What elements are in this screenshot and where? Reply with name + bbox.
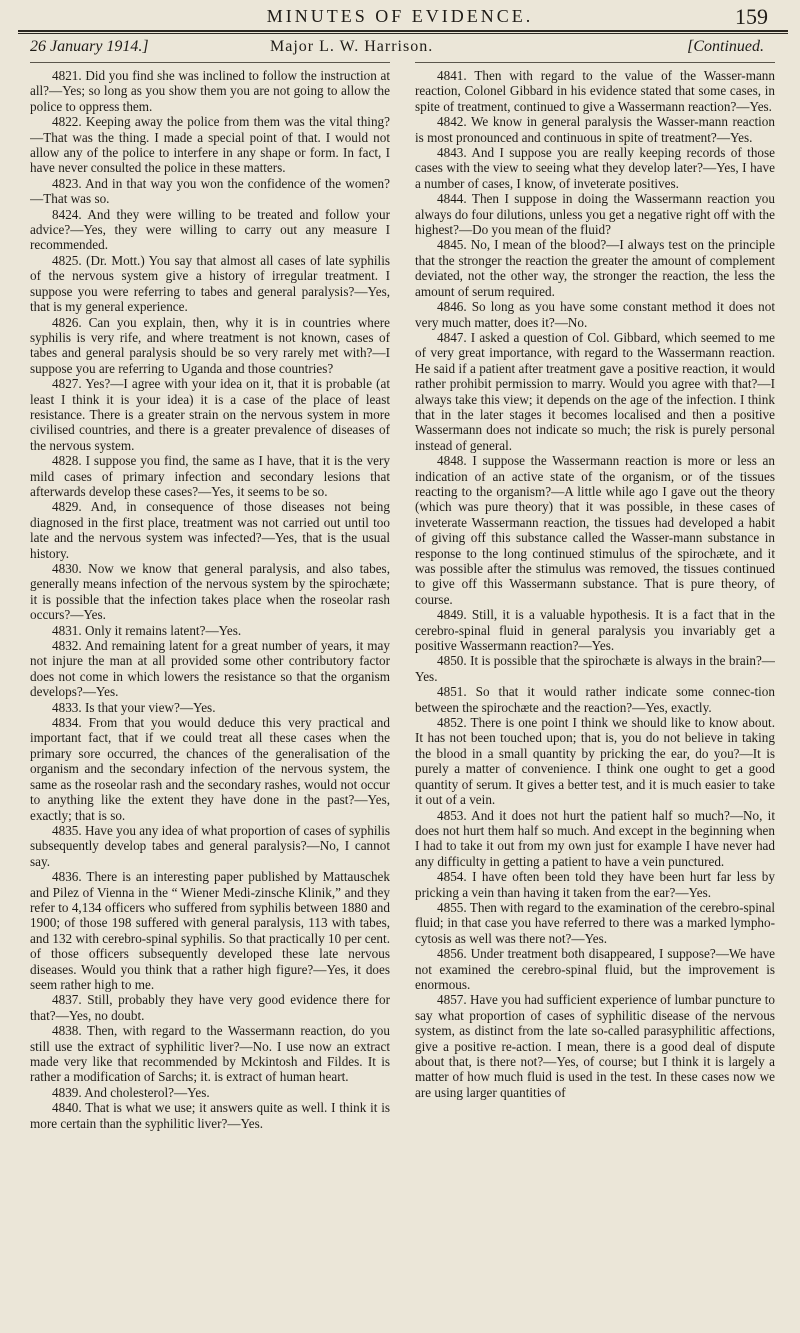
question-paragraph: 4841. Then with regard to the value of the Wasser-mann reaction, Colonel Gibbard in his evidence stated that some cases, in spite of treatment, continued to give a Wassermann reaction?—Yes. — [415, 68, 775, 114]
left-column — [30, 68, 390, 1326]
question-paragraph: 4836. There is an interesting paper published by Mattauschek and Pilez of Vienna in the “ Wiener Medi-zinsche Klinik,” and they refer to 4,134 officers who suffered from syphilis between 1880 and 1900; of those 198 suffered with general paralysis, 113 with tabes, and 132 with cerebro-spinal syphilis. So that practically 10 per cent. of those officers subsequently developed these late nervous diseases. Would you think that a rather high figure?—Yes, it does seem rather high to me. — [30, 869, 390, 992]
question-paragraph: 4845. No, I mean of the blood?—I always test on the principle that the stronger the reaction the greater the amount of complement deviated, not the other way, the stronger the reaction, the less the amount of serum required. — [415, 237, 775, 299]
question-paragraph: 4855. Then with regard to the examination of the cerebro-spinal fluid; in that case you have referred to there was a marked lympho-cytosis as well was there not?—Yes. — [415, 899, 775, 946]
question-paragraph: 4838. Then, with regard to the Wassermann reaction, do you still use the extract of syphilitic liver?—No. I use now an extract made very like that recommended by Mckintosh and Fildes. It is rather a modification of Sarchs; it. is extract of human heart. — [30, 1023, 390, 1085]
question-paragraph: 4856. Under treatment both disappeared, I suppose?—We have not examined the cerebro-spinal fluid, but the improvement is enormous. — [415, 946, 775, 992]
question-paragraph: 4835. Have you any idea of what proportion of cases of syphilis subsequently develop tabes and general paralysis?—No, I cannot say. — [30, 822, 390, 869]
question-paragraph: 4850. It is possible that the spirochæte is always in the brain?—Yes. — [415, 653, 775, 684]
question-paragraph: 4849. Still, it is a valuable hypothesis. It is a fact that in the cerebro-spinal fluid in general paralysis you invariably get a positive Wassermann reaction?—Yes. — [415, 607, 775, 654]
question-paragraph: 4837. Still, probably they have very good evidence there for that?—Yes, no doubt. — [30, 992, 390, 1023]
sub-header — [0, 34, 800, 64]
running-title: MINUTES OF EVIDENCE. — [266, 6, 534, 26]
session-date: 26 January 1914.] — [30, 38, 149, 55]
page-number: 159 — [735, 4, 768, 29]
question-paragraph: 4852. There is one point I think we should like to know about. It has not been touched upon; that is, you do not believe in taking the blood in a small quantity by pricking the ear, do you?—It is purely a matter of convenience. I think one ought to get a good quantity of serum. It gives a better test, and it is much easier to take it out of a vein. — [415, 715, 775, 808]
question-paragraph: 4823. And in that way you won the confidence of the women?—That was so. — [30, 175, 390, 207]
question-paragraph: 4830. Now we know that general paralysis, and also tabes, generally means infection of the nervous system by the spirochæte; it is possible that the infection takes place when the roseolar rash occurs?—Yes. — [30, 561, 390, 623]
right-column — [415, 68, 775, 1326]
continued-label: [Continued. — [687, 38, 764, 55]
question-paragraph: 4828. I suppose you find, the same as I have, that it is the very mild cases of primary infection and secondary lesions that afterwards develop these cases?—Yes, it seems to be so. — [30, 453, 390, 499]
question-paragraph: 4821. Did you find she was inclined to follow the instruction at all?—Yes; so long as you show them you are not going to allow the police to oppress them. — [30, 68, 390, 114]
question-paragraph: 4829. And, in consequence of those diseases not being diagnosed in the first place, treatment was not carried out until too late and the nervous system was infected?—Yes, that is the usual history. — [30, 499, 390, 561]
question-paragraph: 4844. Then I suppose in doing the Wassermann reaction you always do four dilutions, unless you get a negative right off with the highest?—Do you mean of the fluid? — [415, 191, 775, 238]
question-paragraph: 4839. And cholesterol?—Yes. — [52, 1084, 210, 1100]
question-paragraph: 4822. Keeping away the police from them was the vital thing?—That was the thing. I made a special point of that. I would not allow any of the police to interfere in any shape or form. In fact, I have never consulted the police in these matters. — [30, 114, 390, 176]
question-paragraph: 4842. We know in general paralysis the Wasser-mann reaction is most pronounced and continuous in spite of treatment?—Yes. — [415, 114, 775, 145]
question-paragraph: 8424. And they were willing to be treated and follow your advice?—Yes, they were willing to carry out any measure I recommended. — [30, 206, 390, 253]
question-paragraph: 4851. So that it would rather indicate some connec-tion between the spirochæte and the reaction?—Yes, exactly. — [415, 684, 775, 715]
question-paragraph: 4853. And it does not hurt the patient half so much?—No, it does not hurt them half so much. And except in the beginning when I had to take it out from my own just for example I have never had any difficulty in getting a patient to have a vein punctured. — [415, 807, 775, 869]
question-paragraph: 4831. Only it remains latent?—Yes. — [52, 622, 242, 638]
question-paragraph: 4848. I suppose the Wassermann reaction is more or less an indication of an active state of the organism, or of the tissues reacting to the organism?—A little while ago I gave out the theory (which was pure theory) that it was possible, in these cases of inveterate Wassermann reaction, the tissues had developed a habit of giving off this substance called the Wasser-mann substance in response to the long continued stimulus of the spirochæte, and it was possible after the stimulus was removed, the tissues continued to give off this Wassermann substance. That is pure theory, of course. — [415, 453, 775, 607]
question-paragraph: 4846. So long as you have some constant method it does not very much matter, does it?—No. — [415, 299, 775, 330]
question-paragraph: 4847. I asked a question of Col. Gibbard, which seemed to me of very great importance, with regard to the Wassermann reaction. He said if a patient after treatment gave a positive reaction, it would rather prohibit permission to marry. Would you agree with that?—I always take this view; it depends on the age of the infection. I think that in the later stages it becomes localised and then a positive Wassermann does not indicate so much; the risk is purely personal instead of general. — [415, 329, 775, 453]
question-paragraph: 4843. And I suppose you are really keeping records of those cases with the view to seeing what they develop later?—Yes, I have a number of cases, I know, of inveterate positives. — [415, 145, 775, 191]
question-paragraph: 4833. Is that your view?—Yes. — [52, 699, 216, 715]
question-paragraph: 4826. Can you explain, then, why it is in countries where syphilis is very rife, and where treatment is not known, cases of tabes and general paralysis should be so very rarely met with?—I suppose you are referring to Uganda and those countries? — [30, 314, 390, 376]
question-paragraph: 4854. I have often been told they have been hurt far less by pricking a vein than having it taken from the ear?—Yes. — [415, 869, 775, 900]
question-paragraph: 4825. (Dr. Mott.) You say that almost all cases of late syphilis of the nervous system give a history of irregular treatment. I suppose you were referring to tabes and general paralysis?—Yes, that is my general experience. — [30, 252, 390, 315]
question-paragraph: 4857. Have you had sufficient experience of lumbar puncture to say what proportion of cases of syphilitic disease of the nervous system, as distinct from the late so-called parasyphilitic affections, give a positive re-action. I mean, there is a good deal of dispute about that, is there not?—Yes, of course; but I think it is largely a matter of how much fluid is used in the test. In these cases now we are using larger quantities of — [415, 992, 775, 1100]
left-column-rule — [30, 62, 390, 63]
question-paragraph: 4832. And remaining latent for a great number of years, it may not injure the man at all provided some other contributory factor does not come in which lowers the resistance so that the organism develops?—Yes. — [30, 638, 390, 700]
question-paragraph: 4834. From that you would deduce this very practical and important fact, that if we could treat all these cases when the primary sore occurred, the chances of the generalisation of the organism and the secondary infection of the nervous system, the same as the roseolar rash and the secondary rashes, would not occur to anything like the extent they have done in the past?—Yes, exactly; that is so. — [30, 715, 390, 823]
question-paragraph: 4827. Yes?—I agree with your idea on it, that it is probable (at least I think it is your idea) it is a case of the place of least resistance. There is a greater strain on the nervous system in more civilised countries, and there is a greater prevalence of diseases of the nervous system. — [30, 376, 390, 453]
header-rule — [18, 30, 788, 32]
witness-name: Major L. W. Harrison. — [270, 38, 434, 55]
question-paragraph: 4840. That is what we use; it answers quite as well. I think it is more certain than the syphilitic liver?—Yes. — [30, 1100, 390, 1131]
right-column-rule — [415, 62, 775, 63]
